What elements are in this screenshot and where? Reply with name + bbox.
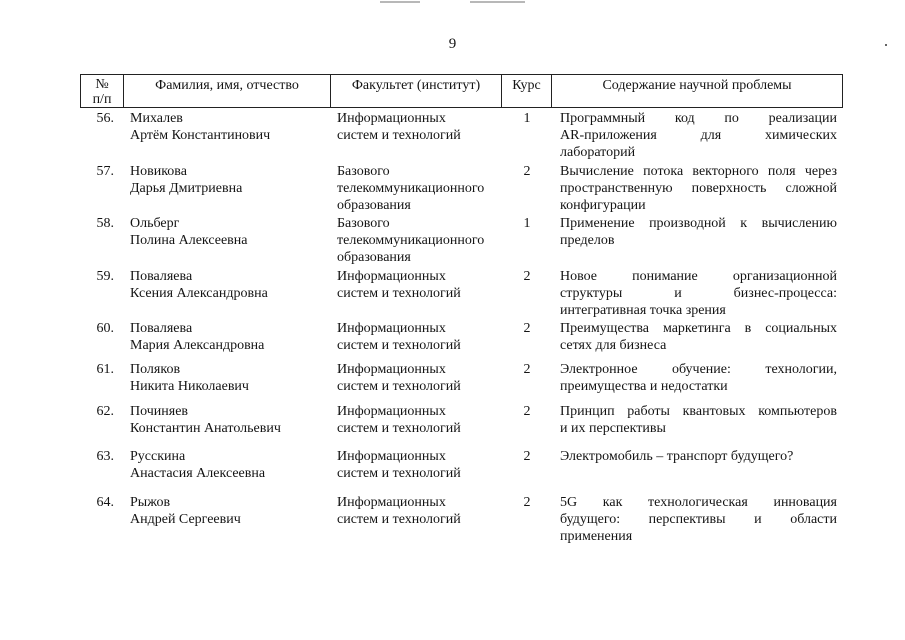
header-course: Курс: [502, 75, 552, 107]
header-problem: Содержание научной проблемы: [602, 78, 792, 93]
course: 2: [523, 321, 531, 336]
row-number: 57.: [96, 164, 114, 179]
faculty: Информационных систем и технологий: [337, 362, 461, 394]
row-number: 56.: [96, 111, 114, 126]
research-problem: Электромобиль – транспорт будущего?: [560, 449, 794, 464]
course: 2: [523, 269, 531, 284]
faculty: Информационных систем и технологий: [337, 404, 461, 436]
row-number: 64.: [96, 495, 114, 510]
faculty: Информационных систем и технологий: [337, 495, 461, 527]
course: 2: [523, 164, 531, 179]
row-number: 59.: [96, 269, 114, 284]
course: 1: [523, 216, 531, 231]
student-name: Поляков Никита Николаевич: [130, 362, 249, 394]
scan-artifact-right: [470, 1, 525, 3]
faculty: Информационных систем и технологий: [337, 111, 461, 143]
header-num-abbr: п/п: [92, 92, 112, 107]
faculty: Базового телекоммуникационного образования: [337, 216, 485, 265]
faculty: Информационных систем и технологий: [337, 321, 461, 353]
header-num-symbol: №: [95, 77, 109, 92]
header-name: Фамилия, имя, отчество: [124, 75, 331, 107]
student-name: Русскина Анастасия Алексеевна: [130, 449, 266, 481]
faculty: Базового телекоммуникационного образования: [337, 164, 485, 213]
row-number: 58.: [96, 216, 114, 231]
row-number: 62.: [96, 404, 114, 419]
research-problem: Электронное обучение: технологии, преимущества и недостатки: [560, 362, 837, 394]
course: 1: [523, 111, 531, 126]
student-name: Новикова Дарья Дмитриевна: [130, 164, 243, 196]
course: 2: [523, 495, 531, 510]
student-name: Починяев Константин Анатольевич: [130, 404, 281, 436]
student-name: Ольберг Полина Алексеевна: [130, 216, 248, 248]
research-problem: Преимущества маркетинга в социальных сетях для бизнеса: [560, 321, 837, 353]
faculty: Информационных систем и технологий: [337, 269, 461, 301]
research-problem: Вычисление потока векторного поля через пространственную поверхность сложной конфигурации: [560, 164, 837, 213]
research-problem: 5G как технологическая инновация будущего: перспективы и области применения: [560, 495, 837, 544]
course: 2: [523, 362, 531, 377]
row-number: 60.: [96, 321, 114, 336]
page-number: 9: [448, 36, 457, 52]
course: 2: [523, 449, 531, 464]
header-faculty: Факультет (институт): [331, 75, 502, 107]
student-name: Михалев Артём Константинович: [130, 111, 271, 143]
header-num: [81, 75, 124, 107]
row-number: 63.: [96, 449, 114, 464]
student-name: Поваляева Ксения Александровна: [130, 269, 268, 301]
research-problem: Программный код по реализации AR-приложения для химических лабораторий: [560, 111, 837, 160]
row-number: 61.: [96, 362, 114, 377]
research-problem: Новое понимание организационной структуры и бизнес-процесса: интегративная точка зрения: [560, 269, 837, 318]
research-problem: Принцип работы квантовых компьютеров и их перспективы: [560, 404, 837, 436]
student-name: Поваляева Мария Александровна: [130, 321, 265, 353]
table-header: [80, 74, 843, 108]
faculty: Информационных систем и технологий: [337, 449, 461, 481]
research-problem: Применение производной к вычислению пределов: [560, 216, 837, 248]
scan-artifact-left: [380, 1, 420, 3]
course: 2: [523, 404, 531, 419]
student-name: Рыжов Андрей Сергеевич: [130, 495, 241, 527]
